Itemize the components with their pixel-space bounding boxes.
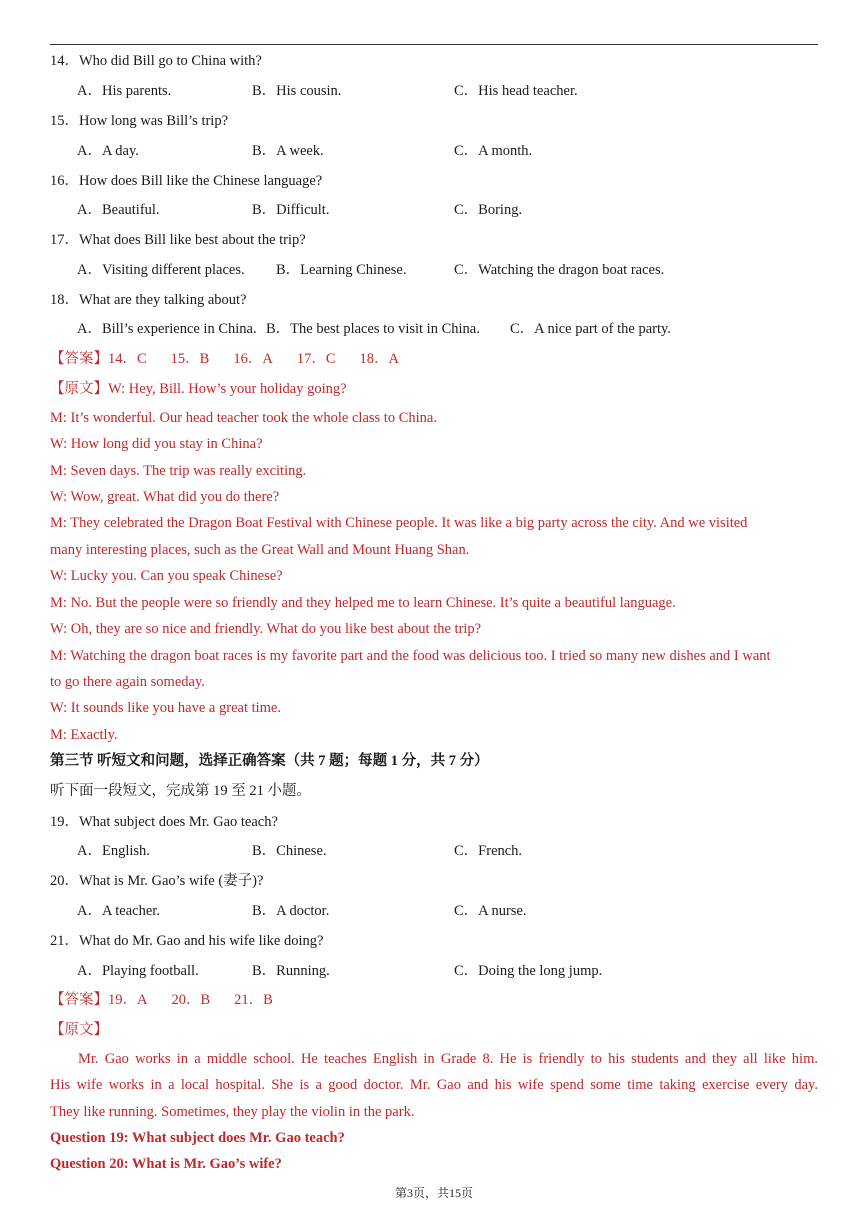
option-18-c: C．A nice part of the party. <box>510 321 671 337</box>
transcript-line: M: Watching the dragon boat races is my favorite part and the food was delicious too. I tried so many new dishes and I want <box>50 648 771 664</box>
answer-item: 18．A <box>359 351 399 367</box>
answer-item: 20．B <box>171 992 211 1008</box>
transcript-line: W: How long did you stay in China? <box>50 436 263 452</box>
option-21-c: C．Doing the long jump. <box>454 963 603 979</box>
option-19-a: A．English. <box>77 843 150 859</box>
question-14: 14．Who did Bill go to China with? <box>50 53 262 69</box>
answer-label: 【答案】 <box>50 351 108 367</box>
option-14-b: B．His cousin. <box>252 83 342 99</box>
answer-item: 21．B <box>234 992 273 1008</box>
question-19: 19．What subject does Mr. Gao teach? <box>50 814 278 830</box>
transcript-label: 【原文】 <box>50 381 108 397</box>
section-3-heading: 第三节 听短文和问题，选择正确答案（共 7 题；每题 1 分，共 7 分） <box>50 753 489 769</box>
question-21: 21．What do Mr. Gao and his wife like doing? <box>50 933 324 949</box>
answer-item: 15．B <box>170 351 210 367</box>
answer-key-1 <box>50 350 399 368</box>
option-15-a: A．A day. <box>77 143 139 159</box>
transcript-line: W: Oh, they are so nice and friendly. What do you like best about the trip? <box>50 621 482 637</box>
transcript-line: W: Wow, great. What did you do there? <box>50 489 280 505</box>
option-20-a: A．A teacher. <box>77 903 160 919</box>
option-16-c: C．Boring. <box>454 202 523 218</box>
header-rule <box>50 44 818 45</box>
transcript-line: W: It sounds like you have a great time. <box>50 700 281 716</box>
transcript-line: M: Seven days. The trip was really exciting. <box>50 463 307 479</box>
answer-label: 【答案】 <box>50 992 108 1008</box>
option-20-c: C．A nurse. <box>454 903 527 919</box>
transcript-line: M: It’s wonderful. Our head teacher took the whole class to China. <box>50 410 437 426</box>
option-16-a: A．Beautiful. <box>77 202 160 218</box>
answer-item: 17．C <box>296 351 336 367</box>
section-3-intro: 听下面一段短文，完成第 19 至 21 小题。 <box>50 783 311 799</box>
option-21-b: B．Running. <box>252 963 330 979</box>
transcript-line: M: They celebrated the Dragon Boat Festival with Chinese people. It was like a big party across the city. And we visited <box>50 515 748 531</box>
transcript-line: M: Exactly. <box>50 727 118 743</box>
answer-item: 16．A <box>233 351 273 367</box>
transcript-2-question-20: Question 20: What is Mr. Gao’s wife? <box>50 1156 282 1172</box>
transcript-line: W: Lucky you. Can you speak Chinese? <box>50 568 283 584</box>
option-15-c: C．A month. <box>454 143 533 159</box>
transcript-2-line: They like running. Sometimes, they play the violin in the park. <box>50 1104 415 1120</box>
transcript-line: W: Hey, Bill. How’s your holiday going? <box>108 381 347 397</box>
option-19-c: C．French. <box>454 843 523 859</box>
transcript-line: to go there again someday. <box>50 674 205 690</box>
option-15-b: B．A week. <box>252 143 324 159</box>
option-17-a: A．Visiting different places. <box>77 262 245 278</box>
transcript-2-label: 【原文】 <box>50 1022 108 1038</box>
option-20-b: B．A doctor. <box>252 903 330 919</box>
option-14-c: C．His head teacher. <box>454 83 578 99</box>
option-14-a: A．His parents. <box>77 83 172 99</box>
option-19-b: B．Chinese. <box>252 843 327 859</box>
question-17: 17．What does Bill like best about the trip? <box>50 232 306 248</box>
transcript-2-line: Mr. Gao works in a middle school. He teaches English in Grade 8. He is friendly to his students and they all like him. <box>78 1051 818 1067</box>
question-18: 18．What are they talking about? <box>50 292 247 308</box>
option-16-b: B．Difficult. <box>252 202 330 218</box>
option-21-a: A．Playing football. <box>77 963 199 979</box>
option-17-b: B．Learning Chinese. <box>276 262 407 278</box>
page-number: 第3页，共15页 <box>394 1186 473 1200</box>
option-18-a: A．Bill’s experience in China. <box>77 321 257 337</box>
option-17-c: C．Watching the dragon boat races. <box>454 262 665 278</box>
transcript-1-first-line <box>50 380 347 398</box>
question-15: 15．How long was Bill’s trip? <box>50 113 229 129</box>
question-20: 20．What is Mr. Gao’s wife (妻子)? <box>50 873 264 889</box>
option-18-b: B．The best places to visit in China. <box>266 321 480 337</box>
answer-item: 19．A <box>108 992 148 1008</box>
transcript-2-line: His wife works in a local hospital. She is a good doctor. Mr. Gao and his wife spend some time taking exercise every day. <box>50 1077 818 1093</box>
answer-key-2 <box>50 991 273 1009</box>
transcript-line: many interesting places, such as the Great Wall and Mount Huang Shan. <box>50 542 470 558</box>
question-16: 16．How does Bill like the Chinese language? <box>50 173 323 189</box>
transcript-line: M: No. But the people were so friendly and they helped me to learn Chinese. It’s quite a beautiful language. <box>50 595 676 611</box>
transcript-2-question-19: Question 19: What subject does Mr. Gao teach? <box>50 1130 345 1146</box>
answer-item: 14．C <box>108 351 147 367</box>
